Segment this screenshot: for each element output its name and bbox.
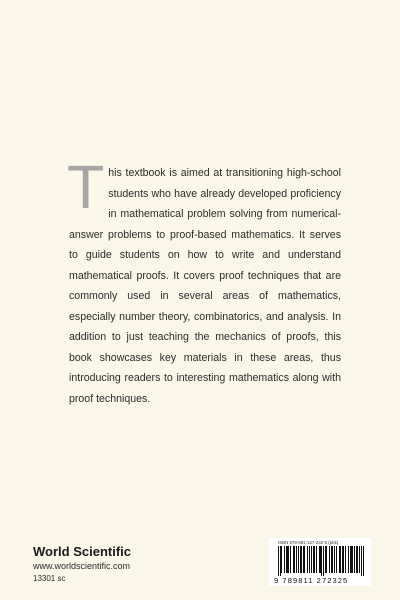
isbn-label: ISBN 978-981-127-232-5 (pbk) bbox=[278, 540, 339, 545]
barcode-bar bbox=[363, 546, 364, 576]
barcode-bar bbox=[336, 546, 337, 573]
barcode-bar bbox=[326, 546, 327, 573]
barcode-bar bbox=[331, 546, 332, 573]
barcode-bar bbox=[357, 546, 358, 573]
barcode-bar bbox=[287, 546, 288, 573]
blurb-text: his textbook is aimed at transitioning high-school students who have already developed proficiency in mathematical problem solving from numerical-answer problems to proof-based mathematics. It serves to guide students on how to write and understand mathematical proofs. It covers proof techniques that are commonly used in several areas of mathematics, especially number theory, combinatorics, and analysis. In addition to just teaching the mechanics of proofs, this book showcases key materials in these areas, thus introducing readers to interesting mathematics along with proof techniques. bbox=[69, 167, 341, 406]
barcode-bar bbox=[293, 546, 294, 573]
barcode-bar bbox=[332, 546, 333, 573]
barcode-bar bbox=[354, 546, 355, 573]
barcode-bar bbox=[303, 546, 304, 573]
barcode-bar bbox=[343, 546, 344, 573]
barcode-bar bbox=[280, 546, 281, 576]
barcode-bar bbox=[350, 546, 351, 573]
barcode-bar bbox=[314, 546, 315, 573]
barcode-bar bbox=[281, 546, 282, 573]
barcode-bar bbox=[340, 546, 341, 573]
barcode-bar bbox=[284, 546, 285, 573]
barcode-bar bbox=[298, 546, 299, 573]
barcode-bar bbox=[311, 546, 312, 573]
barcode-bar bbox=[300, 546, 301, 573]
barcode-bar bbox=[342, 546, 343, 573]
barcode-bar bbox=[320, 546, 321, 573]
barcode-bar bbox=[359, 546, 360, 573]
barcode-bar bbox=[351, 546, 352, 573]
drop-cap-letter: T bbox=[67, 153, 105, 221]
barcode-bar bbox=[290, 546, 291, 573]
barcode-graphic bbox=[278, 546, 364, 576]
barcode-bar bbox=[361, 546, 362, 576]
barcode-bar bbox=[278, 546, 279, 576]
back-cover-blurb bbox=[67, 153, 341, 410]
barcode-bar bbox=[321, 546, 322, 576]
barcode-bar bbox=[325, 546, 326, 573]
barcode-bar bbox=[339, 546, 340, 573]
barcode-bar bbox=[304, 546, 305, 573]
isbn-barcode-panel bbox=[269, 538, 371, 586]
catalog-code: 13301 sc bbox=[33, 574, 66, 583]
publisher-url: www.worldscientific.com bbox=[33, 561, 131, 571]
barcode-bar bbox=[316, 546, 317, 573]
barcode-bar bbox=[352, 546, 353, 573]
publisher-block bbox=[33, 544, 131, 584]
barcode-bar bbox=[345, 546, 346, 573]
barcode-bar bbox=[334, 546, 335, 573]
barcode-bar bbox=[307, 546, 308, 573]
barcode-bar bbox=[294, 546, 295, 573]
barcode-bar bbox=[301, 546, 302, 573]
barcode-bar bbox=[286, 546, 287, 573]
barcode-bar bbox=[313, 546, 314, 573]
barcode-bar bbox=[323, 546, 324, 576]
barcode-bar bbox=[288, 546, 289, 573]
publisher-name: World Scientific bbox=[33, 544, 131, 559]
barcode-bar bbox=[309, 546, 310, 573]
barcode-digits: 9 789811 272325 bbox=[274, 576, 349, 585]
barcode-bar bbox=[356, 546, 357, 573]
barcode-bar bbox=[296, 546, 297, 573]
barcode-bar bbox=[329, 546, 330, 573]
barcode-bar bbox=[319, 546, 320, 573]
barcode-bar bbox=[348, 546, 349, 573]
